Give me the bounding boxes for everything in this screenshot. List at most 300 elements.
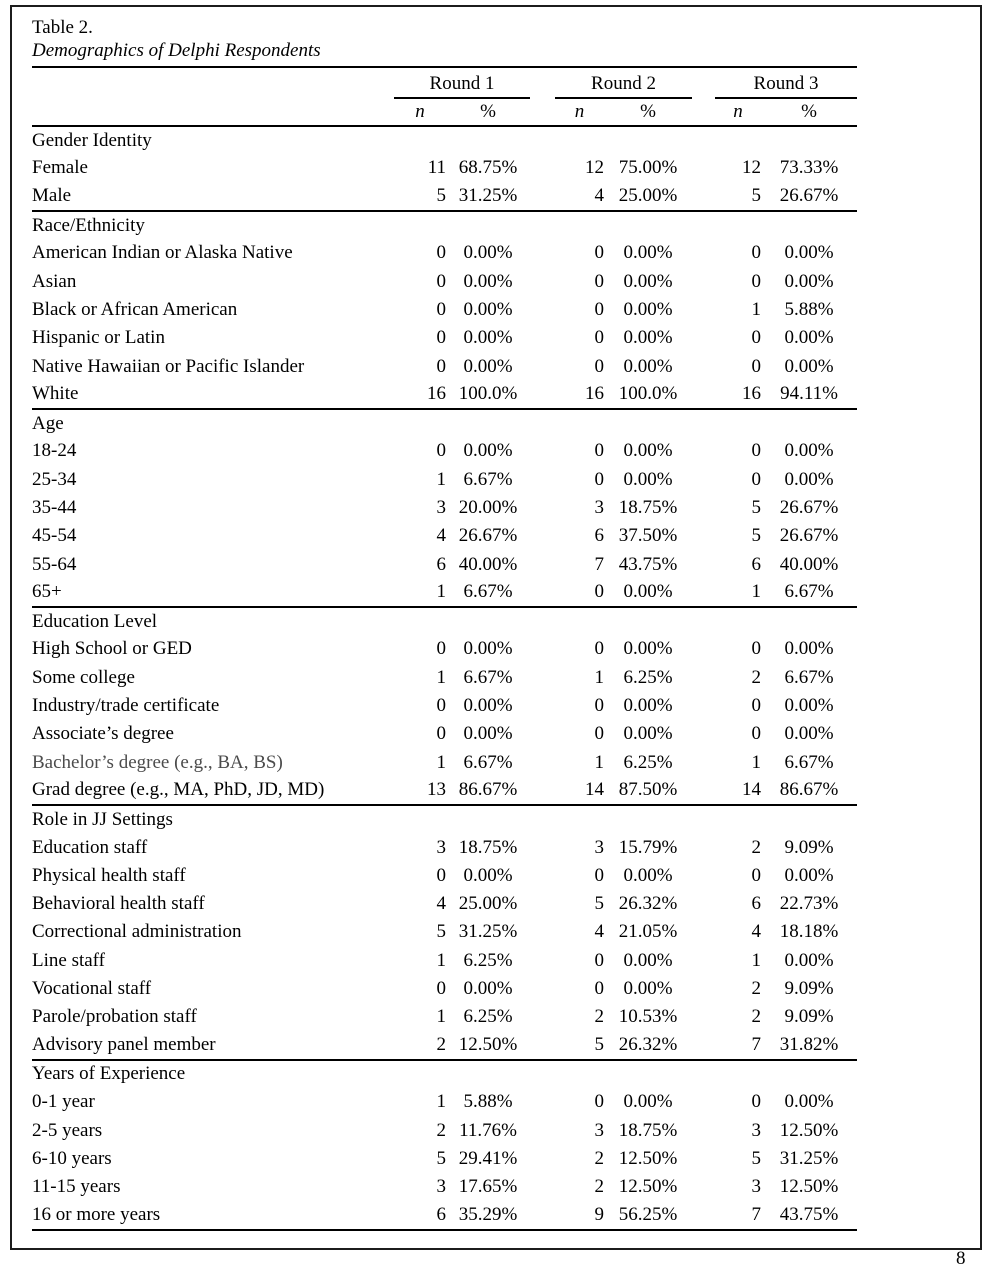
- section-header-row: [32, 409, 857, 437]
- row-spacer: [692, 890, 715, 918]
- value-cell: 2: [394, 1032, 446, 1060]
- value-cell: 3: [594, 836, 604, 858]
- row-label: Parole/probation staff: [32, 1006, 197, 1028]
- row-label: Native Hawaiian or Pacific Islander: [32, 355, 305, 377]
- value-cell: 94.11%: [761, 381, 857, 409]
- value-cell: 31.82%: [761, 1032, 857, 1060]
- value-cell: 2: [594, 1147, 604, 1169]
- value-cell: 0.00%: [784, 355, 834, 377]
- row-spacer: [530, 494, 555, 522]
- table-row: [32, 833, 857, 861]
- value-cell: 0.00%: [463, 440, 513, 462]
- n-column-header: n: [394, 98, 446, 126]
- row-spacer: [692, 862, 715, 890]
- row-spacer: [530, 1201, 555, 1229]
- value-cell: 0: [594, 978, 604, 1000]
- row-spacer: [692, 522, 715, 550]
- value-cell: 0.00%: [623, 440, 673, 462]
- row-spacer: [530, 522, 555, 550]
- value-cell: 0: [594, 327, 604, 349]
- value-cell: 0.00%: [463, 695, 513, 717]
- header-spacer: [530, 98, 555, 126]
- row-spacer: [530, 267, 555, 295]
- value-cell: 0.00%: [784, 440, 834, 462]
- value-cell: 1: [594, 751, 604, 773]
- value-cell: 0: [436, 695, 446, 717]
- percent-column-header: %: [604, 98, 692, 126]
- row-spacer: [530, 550, 555, 578]
- value-cell: 0.00%: [784, 1091, 834, 1113]
- value-cell: 12.50%: [446, 1032, 530, 1060]
- header-spacer: [530, 67, 555, 98]
- row-spacer: [692, 267, 715, 295]
- table-row: [32, 664, 857, 692]
- row-spacer: [692, 494, 715, 522]
- row-spacer: [692, 466, 715, 494]
- table-row: [32, 862, 857, 890]
- row-spacer: [530, 579, 555, 607]
- value-cell: 0: [751, 355, 761, 377]
- value-cell: 26.67%: [761, 183, 857, 211]
- value-cell: 0.00%: [784, 638, 834, 660]
- row-spacer: [692, 1003, 715, 1031]
- value-cell: 25.00%: [458, 893, 518, 915]
- value-cell: 0: [594, 695, 604, 717]
- value-cell: 5.88%: [784, 298, 834, 320]
- value-cell: 5: [555, 1032, 604, 1060]
- value-cell: 2: [751, 978, 761, 1000]
- row-label: Vocational staff: [32, 978, 152, 1000]
- table-row: [32, 1088, 857, 1116]
- percent-column-header: %: [446, 98, 530, 126]
- value-cell: 6.25%: [463, 949, 513, 971]
- value-cell: 0: [436, 440, 446, 462]
- value-cell: 0: [436, 723, 446, 745]
- value-cell: 2: [751, 1006, 761, 1028]
- row-spacer: [692, 352, 715, 380]
- value-cell: 0: [594, 298, 604, 320]
- value-cell: 0: [436, 242, 446, 264]
- row-spacer: [692, 437, 715, 465]
- value-cell: 43.75%: [618, 553, 678, 575]
- value-cell: 18.18%: [779, 921, 839, 943]
- value-cell: 0.00%: [784, 270, 834, 292]
- value-cell: 10.53%: [618, 1006, 678, 1028]
- table-row: [32, 550, 857, 578]
- row-label: 11-15 years: [32, 1176, 121, 1198]
- value-cell: 7: [594, 553, 604, 575]
- value-cell: 26.67%: [458, 525, 518, 547]
- value-cell: 6.25%: [463, 1006, 513, 1028]
- row-spacer: [692, 550, 715, 578]
- value-cell: 0.00%: [623, 270, 673, 292]
- value-cell: 1: [436, 666, 446, 688]
- value-cell: 5: [394, 183, 446, 211]
- section-label: Gender Identity: [32, 129, 152, 151]
- value-cell: 0.00%: [784, 949, 834, 971]
- table-row: [32, 1201, 857, 1229]
- table-row: [32, 1145, 857, 1173]
- row-label: 6-10 years: [32, 1147, 112, 1169]
- value-cell: 1: [751, 949, 761, 971]
- value-cell: 7: [715, 1201, 761, 1229]
- row-label: Physical health staff: [32, 864, 186, 886]
- value-cell: 0.00%: [463, 638, 513, 660]
- value-cell: 4: [594, 921, 604, 943]
- row-label: Bachelor’s degree (e.g., BA, BS): [32, 751, 283, 773]
- value-cell: 6.67%: [784, 666, 834, 688]
- value-cell: 4: [436, 525, 446, 547]
- value-cell: 2: [594, 1176, 604, 1198]
- value-cell: 5: [715, 183, 761, 211]
- value-cell: 6.67%: [446, 579, 530, 607]
- table-row: [32, 522, 857, 550]
- table-row: [32, 381, 857, 409]
- table-row: [32, 437, 857, 465]
- value-cell: 5: [436, 921, 446, 943]
- row-spacer: [530, 833, 555, 861]
- value-cell: 35.29%: [446, 1201, 530, 1229]
- value-cell: 1: [436, 751, 446, 773]
- section-header-row: [32, 211, 857, 239]
- row-spacer: [530, 749, 555, 777]
- value-cell: 0.00%: [604, 579, 692, 607]
- row-label: 18-24: [32, 440, 77, 462]
- table-row: [32, 267, 857, 295]
- table-row: [32, 777, 857, 805]
- section-label: Education Level: [32, 610, 158, 632]
- value-cell: 0: [594, 242, 604, 264]
- value-cell: 0: [751, 327, 761, 349]
- value-cell: 16: [555, 381, 604, 409]
- value-cell: 0: [751, 242, 761, 264]
- value-cell: 3: [594, 497, 604, 518]
- page-border-frame: [10, 5, 982, 1250]
- value-cell: 18.75%: [618, 497, 678, 518]
- header-spacer: [692, 98, 715, 126]
- value-cell: 1: [394, 579, 446, 607]
- row-spacer: [530, 918, 555, 946]
- row-label: High School or GED: [32, 638, 192, 660]
- value-cell: 0: [751, 723, 761, 745]
- row-spacer: [692, 1201, 715, 1229]
- value-cell: 3: [436, 497, 446, 518]
- value-cell: 0: [594, 270, 604, 292]
- table-row: [32, 1173, 857, 1201]
- value-cell: 3: [751, 1119, 761, 1141]
- row-spacer: [692, 1173, 715, 1201]
- row-spacer: [692, 239, 715, 267]
- header-spacer: [692, 67, 715, 98]
- value-cell: 0.00%: [784, 468, 834, 490]
- value-cell: 12.50%: [618, 1176, 678, 1198]
- value-cell: 31.25%: [779, 1147, 839, 1169]
- table-row: [32, 720, 857, 748]
- table-row: [32, 749, 857, 777]
- row-spacer: [530, 1088, 555, 1116]
- row-spacer: [692, 692, 715, 720]
- value-cell: 3: [751, 1176, 761, 1198]
- value-cell: 29.41%: [458, 1147, 518, 1169]
- row-spacer: [530, 692, 555, 720]
- value-cell: 2: [594, 1006, 604, 1028]
- value-cell: 0: [751, 864, 761, 886]
- value-cell: 1: [751, 298, 761, 320]
- value-cell: 6.67%: [761, 579, 857, 607]
- row-label: 35-44: [32, 497, 77, 518]
- section-label: Role in JJ Settings: [32, 808, 173, 830]
- row-spacer: [530, 1116, 555, 1144]
- section-label: Age: [32, 412, 64, 434]
- section-header-row: [32, 1060, 857, 1088]
- value-cell: 40.00%: [779, 553, 839, 575]
- value-cell: 0: [594, 440, 604, 462]
- value-cell: 0: [555, 579, 604, 607]
- table-body: [32, 126, 857, 1230]
- value-cell: 0: [594, 1091, 604, 1113]
- value-cell: 0: [436, 298, 446, 320]
- value-cell: 0.00%: [463, 327, 513, 349]
- row-spacer: [692, 635, 715, 663]
- row-spacer: [530, 324, 555, 352]
- table-row: [32, 692, 857, 720]
- value-cell: 6: [436, 553, 446, 575]
- demographics-table: [32, 66, 857, 1231]
- value-cell: 0.00%: [784, 864, 834, 886]
- value-cell: 1: [751, 751, 761, 773]
- row-spacer: [530, 239, 555, 267]
- row-label: Asian: [32, 270, 77, 292]
- row-spacer: [692, 183, 715, 211]
- value-cell: 100.0%: [446, 381, 530, 409]
- value-cell: 86.67%: [446, 777, 530, 805]
- value-cell: 4: [436, 893, 446, 915]
- value-cell: 5: [594, 893, 604, 915]
- section-header-row: [32, 805, 857, 833]
- table-row: [32, 352, 857, 380]
- row-label: 25-34: [32, 468, 77, 490]
- subheader-row: [32, 98, 857, 126]
- round-2-header: Round 2: [555, 67, 692, 98]
- value-cell: 0.00%: [463, 864, 513, 886]
- value-cell: 3: [594, 1119, 604, 1141]
- value-cell: 0: [751, 468, 761, 490]
- value-cell: 0: [751, 695, 761, 717]
- value-cell: 0.00%: [623, 468, 673, 490]
- row-label: Female: [32, 157, 88, 179]
- row-spacer: [530, 947, 555, 975]
- table-container: [12, 7, 980, 1231]
- value-cell: 0.00%: [784, 695, 834, 717]
- value-cell: 1: [594, 666, 604, 688]
- value-cell: 1: [436, 949, 446, 971]
- row-spacer: [692, 1116, 715, 1144]
- row-spacer: [530, 352, 555, 380]
- table-row: [32, 1116, 857, 1144]
- value-cell: 0: [436, 978, 446, 1000]
- row-label: American Indian or Alaska Native: [32, 242, 293, 264]
- row-label: 16 or more years: [32, 1201, 394, 1229]
- row-label: White: [32, 381, 394, 409]
- value-cell: 0.00%: [623, 355, 673, 377]
- value-cell: 31.25%: [458, 921, 518, 943]
- value-cell: 11.76%: [459, 1119, 517, 1141]
- value-cell: 26.32%: [618, 893, 678, 915]
- value-cell: 6.67%: [463, 751, 513, 773]
- value-cell: 9.09%: [784, 978, 834, 1000]
- row-label: Behavioral health staff: [32, 893, 205, 915]
- value-cell: 0.00%: [623, 242, 673, 264]
- table-row: [32, 494, 857, 522]
- value-cell: 0: [436, 864, 446, 886]
- value-cell: 5: [751, 1147, 761, 1169]
- value-cell: 13: [394, 777, 446, 805]
- row-spacer: [530, 1145, 555, 1173]
- round-1-header: Round 1: [394, 67, 530, 98]
- value-cell: 14: [715, 777, 761, 805]
- row-spacer: [530, 1173, 555, 1201]
- table-row: [32, 579, 857, 607]
- value-cell: 68.75%: [458, 157, 518, 179]
- table-row: [32, 975, 857, 1003]
- value-cell: 4: [751, 921, 761, 943]
- row-spacer: [692, 749, 715, 777]
- value-cell: 1: [436, 1091, 446, 1113]
- header-spacer: [32, 67, 394, 98]
- value-cell: 1: [436, 468, 446, 490]
- value-cell: 75.00%: [618, 157, 678, 179]
- n-column-header: n: [555, 98, 604, 126]
- row-spacer: [692, 918, 715, 946]
- table-row: [32, 918, 857, 946]
- table-row: [32, 890, 857, 918]
- value-cell: 0.00%: [623, 695, 673, 717]
- value-cell: 5: [751, 497, 761, 518]
- row-spacer: [692, 1088, 715, 1116]
- row-spacer: [530, 381, 555, 409]
- row-spacer: [530, 183, 555, 211]
- value-cell: 0.00%: [623, 1091, 673, 1113]
- row-label: Some college: [32, 666, 135, 688]
- table-row: [32, 466, 857, 494]
- row-spacer: [530, 466, 555, 494]
- value-cell: 4: [555, 183, 604, 211]
- value-cell: 0.00%: [623, 638, 673, 660]
- value-cell: 73.33%: [779, 157, 839, 179]
- row-spacer: [692, 1032, 715, 1060]
- value-cell: 6.67%: [463, 666, 513, 688]
- value-cell: 2: [751, 666, 761, 688]
- row-spacer: [530, 296, 555, 324]
- table-row: [32, 154, 857, 182]
- row-spacer: [692, 1145, 715, 1173]
- row-spacer: [692, 777, 715, 805]
- value-cell: 0.00%: [623, 298, 673, 320]
- row-spacer: [530, 664, 555, 692]
- table-row: [32, 1003, 857, 1031]
- value-cell: 2: [436, 1119, 446, 1141]
- value-cell: 0: [594, 864, 604, 886]
- value-cell: 0.00%: [623, 864, 673, 886]
- row-spacer: [530, 777, 555, 805]
- value-cell: 26.67%: [779, 525, 839, 547]
- value-cell: 22.73%: [779, 893, 839, 915]
- table-row: [32, 635, 857, 663]
- value-cell: 17.65%: [458, 1176, 518, 1198]
- value-cell: 6: [751, 553, 761, 575]
- value-cell: 0.00%: [463, 270, 513, 292]
- value-cell: 6.67%: [463, 468, 513, 490]
- table-row: [32, 324, 857, 352]
- value-cell: 0.00%: [463, 355, 513, 377]
- row-spacer: [692, 720, 715, 748]
- value-cell: 100.0%: [604, 381, 692, 409]
- row-label: Advisory panel member: [32, 1032, 394, 1060]
- value-cell: 26.32%: [604, 1032, 692, 1060]
- value-cell: 16: [394, 381, 446, 409]
- row-spacer: [692, 296, 715, 324]
- row-label: Associate’s degree: [32, 723, 174, 745]
- value-cell: 12.50%: [779, 1119, 839, 1141]
- section-header-row: [32, 607, 857, 635]
- value-cell: 87.50%: [604, 777, 692, 805]
- row-label: 55-64: [32, 553, 77, 575]
- row-spacer: [692, 947, 715, 975]
- round-3-header: Round 3: [715, 67, 857, 98]
- row-spacer: [530, 635, 555, 663]
- row-spacer: [692, 833, 715, 861]
- value-cell: 0.00%: [463, 978, 513, 1000]
- row-spacer: [530, 1032, 555, 1060]
- value-cell: 12: [585, 157, 604, 179]
- value-cell: 0.00%: [784, 723, 834, 745]
- table-number: Table 2.: [32, 17, 93, 38]
- value-cell: 0: [436, 355, 446, 377]
- row-label: Black or African American: [32, 298, 238, 320]
- value-cell: 0: [436, 327, 446, 349]
- percent-column-header: %: [761, 98, 857, 126]
- row-spacer: [692, 579, 715, 607]
- header-spacer: [32, 98, 394, 126]
- value-cell: 0.00%: [623, 978, 673, 1000]
- value-cell: 31.25%: [446, 183, 530, 211]
- value-cell: 5: [436, 1147, 446, 1169]
- value-cell: 21.05%: [618, 921, 678, 943]
- value-cell: 16: [715, 381, 761, 409]
- value-cell: 0: [436, 638, 446, 660]
- value-cell: 6.25%: [623, 751, 673, 773]
- value-cell: 6: [394, 1201, 446, 1229]
- table-row: [32, 1032, 857, 1060]
- row-spacer: [692, 664, 715, 692]
- row-label: 65+: [32, 579, 394, 607]
- value-cell: 0.00%: [623, 723, 673, 745]
- value-cell: 12.50%: [618, 1147, 678, 1169]
- row-spacer: [530, 975, 555, 1003]
- value-cell: 9: [555, 1201, 604, 1229]
- value-cell: 0: [594, 468, 604, 490]
- value-cell: 0: [594, 949, 604, 971]
- section-label: Race/Ethnicity: [32, 214, 145, 236]
- section-header-row: [32, 126, 857, 154]
- value-cell: 86.67%: [761, 777, 857, 805]
- value-cell: 0.00%: [784, 327, 834, 349]
- row-label: 45-54: [32, 525, 77, 547]
- row-label: Education staff: [32, 836, 148, 858]
- value-cell: 12.50%: [779, 1176, 839, 1198]
- row-label: Grad degree (e.g., MA, PhD, JD, MD): [32, 777, 394, 805]
- row-spacer: [692, 154, 715, 182]
